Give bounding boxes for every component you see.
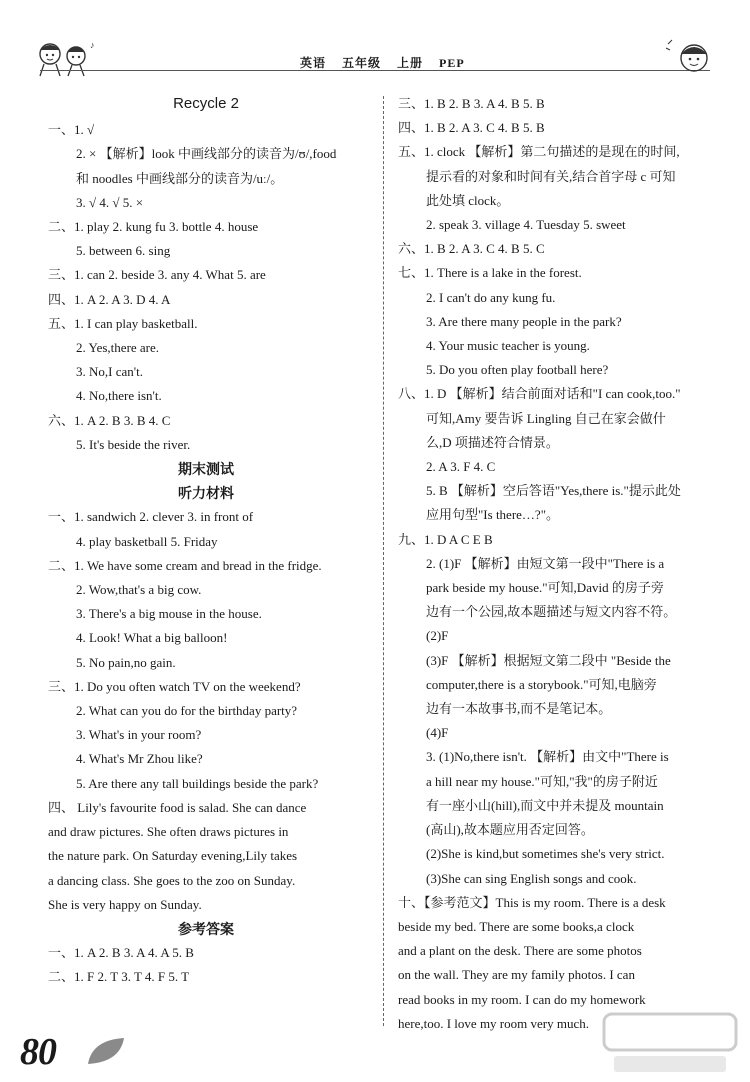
- answer-line: 五、1. I can play basketball.: [48, 315, 198, 331]
- answer-line: 四、1. B 2. A 3. C 4. B 5. B: [398, 120, 545, 136]
- answer-line: read books in my room. I can do my homework: [398, 991, 646, 1007]
- answer-line: 一、1. A 2. B 3. A 4. A 5. B: [48, 945, 194, 961]
- answer-line: 5. B 【解析】空后答语"Yes,there is."提示此处: [426, 483, 681, 499]
- answer-line: 五、1. clock 【解析】第二句描述的是现在的时间,: [398, 144, 680, 160]
- answer-line: 4. What's Mr Zhou like?: [76, 751, 203, 767]
- answer-line: 参考答案: [178, 920, 234, 937]
- answer-line: (2)She is kind,but sometimes she's very strict.: [426, 846, 665, 862]
- answer-line: Recycle 2: [173, 95, 239, 112]
- answer-line: 边有一本故事书,而不是笔记本。: [426, 701, 612, 717]
- answer-line: on the wall. They are my family photos. I can: [398, 967, 635, 983]
- answer-line: the nature park. On Saturday evening,Lily takes: [48, 848, 298, 864]
- answer-line: 2. speak 3. village 4. Tuesday 5. sweet: [426, 217, 626, 233]
- answer-line: 5. No pain,no gain.: [76, 654, 176, 670]
- answer-line: 应用句型"Is there…?"。: [426, 507, 560, 523]
- answer-line: 提示看的对象和时间有关,结合首字母 c 可知: [426, 168, 676, 184]
- answer-line: 六、1. B 2. A 3. C 4. B 5. C: [398, 241, 545, 257]
- answer-line: 三、1. Do you often watch TV on the weekend?: [48, 678, 301, 694]
- answer-line: 七、1. There is a lake in the forest.: [398, 265, 582, 281]
- answer-line: 九、1. D A C E B: [398, 531, 493, 547]
- answer-line: 边有一个公园,故本题描述与短文内容不符。: [426, 604, 677, 620]
- header-subject: 英语: [300, 56, 327, 70]
- page-header: [0, 0, 750, 90]
- column-divider: [383, 96, 384, 1026]
- answer-line: 听力材料: [178, 485, 234, 502]
- answer-line: 2. Wow,that's a big cow.: [76, 582, 202, 598]
- answer-line: 三、1. can 2. beside 3. any 4. What 5. are: [48, 267, 266, 283]
- answer-line: 5. Do you often play football here?: [426, 362, 609, 378]
- answer-line: 2. × 【解析】look 中画线部分的读音为/ʊ/,food: [76, 146, 337, 162]
- answer-line: and draw pictures. She often draws pictures in: [48, 824, 289, 840]
- answer-line: (3)F 【解析】根据短文第二段中 "Beside the: [426, 652, 671, 668]
- answer-line: 5. It's beside the river.: [76, 436, 191, 452]
- answer-line: 4. Your music teacher is young.: [426, 338, 590, 354]
- answer-line: 三、1. B 2. B 3. A 4. B 5. B: [398, 96, 545, 111]
- cartoon-kids-icon: [28, 38, 108, 78]
- answer-line: a hill near my house."可知,"我"的房子附近: [426, 773, 658, 789]
- answer-line: 3. Are there many people in the park?: [426, 313, 622, 329]
- page-number: 80: [20, 1031, 56, 1073]
- answer-line: 二、1. We have some cream and bread in the fridge.: [48, 557, 322, 573]
- answer-line: 和 noodles 中画线部分的读音为/uː/。: [76, 170, 284, 186]
- answer-line: here,too. I love my room very much.: [398, 1015, 589, 1031]
- answer-line: 八、1. D 【解析】结合前面对话和"I can cook,too.": [398, 386, 681, 402]
- answer-line: She is very happy on Sunday.: [48, 896, 202, 912]
- answer-line: 么,D 项描述符合情景。: [426, 434, 559, 450]
- answer-line: 六、1. A 2. B 3. B 4. C: [48, 412, 171, 428]
- answer-line: 2. I can't do any kung fu.: [426, 289, 556, 305]
- header-info: [300, 54, 477, 71]
- answer-line: (3)She can sing English songs and cook.: [426, 870, 637, 886]
- page-leaf-decoration-icon: [86, 1036, 126, 1066]
- answer-line: 3. √ 4. √ 5. ×: [76, 194, 144, 210]
- answer-line: 5. between 6. sing: [76, 243, 171, 259]
- answer-line: 3. There's a big mouse in the house.: [76, 606, 262, 622]
- answer-line: 四、1. A 2. A 3. D 4. A: [48, 291, 171, 307]
- answer-line: 4. Look! What a big balloon!: [76, 630, 228, 646]
- answer-line: 此处填 clock。: [426, 192, 510, 208]
- answer-line: beside my bed. There are some books,a clock: [398, 918, 635, 934]
- svg-text:♪: ♪: [90, 40, 95, 50]
- watermark-logo-icon: [600, 1010, 740, 1076]
- right-column: [398, 92, 728, 1036]
- answer-line: 4. No,there isn't.: [76, 388, 162, 404]
- answer-line: 5. Are there any tall buildings beside the park?: [76, 775, 319, 791]
- answer-line: 3. (1)No,there isn't. 【解析】由文中"There is: [426, 749, 669, 765]
- answer-line: 2. What can you do for the birthday party?: [76, 703, 298, 719]
- answer-line: 4. play basketball 5. Friday: [76, 533, 218, 549]
- answer-line: 二、1. play 2. kung fu 3. bottle 4. house: [48, 219, 259, 235]
- answer-line: 十、【参考范文】This is my room. There is a desk: [398, 894, 666, 910]
- answer-line: 一、1. sandwich 2. clever 3. in front of: [48, 509, 254, 525]
- answer-line: 四、 Lily's favourite food is salad. She can dance: [48, 799, 307, 815]
- header-rule: [40, 70, 710, 71]
- answer-line: computer,there is a storybook."可知,电脑旁: [426, 676, 657, 692]
- answer-line: 有一座小山(hill),而文中并未提及 mountain: [426, 797, 664, 813]
- header-term: 上册: [397, 56, 424, 70]
- answer-line: 期末测试: [178, 461, 234, 478]
- answer-line: 2. (1)F 【解析】由短文第一段中"There is a: [426, 555, 665, 571]
- answer-line: 3. No,I can't.: [76, 364, 143, 380]
- answer-line: and a plant on the desk. There are some photos: [398, 943, 642, 959]
- answer-line: a dancing class. She goes to the zoo on Sunday.: [48, 872, 296, 888]
- answer-line: park beside my house."可知,David 的房子旁: [426, 580, 664, 596]
- header-edition: PEP: [439, 56, 465, 70]
- answer-line: (高山),故本题应用否定回答。: [426, 822, 594, 838]
- answer-line: 一、1. √: [48, 122, 95, 138]
- cartoon-child-icon: [664, 36, 718, 80]
- answer-line: 二、1. F 2. T 3. T 4. F 5. T: [48, 969, 190, 985]
- answer-line: (4)F: [426, 725, 449, 741]
- answer-line: (2)F: [426, 628, 449, 644]
- answer-line: 2. Yes,there are.: [76, 340, 160, 356]
- answer-line: 2. A 3. F 4. C: [426, 459, 496, 475]
- answer-line: 3. What's in your room?: [76, 727, 202, 743]
- answer-line: 可知,Amy 要告诉 Lingling 自己在家会做什: [426, 410, 666, 426]
- header-grade: 五年级: [342, 56, 382, 70]
- left-column: [48, 92, 364, 990]
